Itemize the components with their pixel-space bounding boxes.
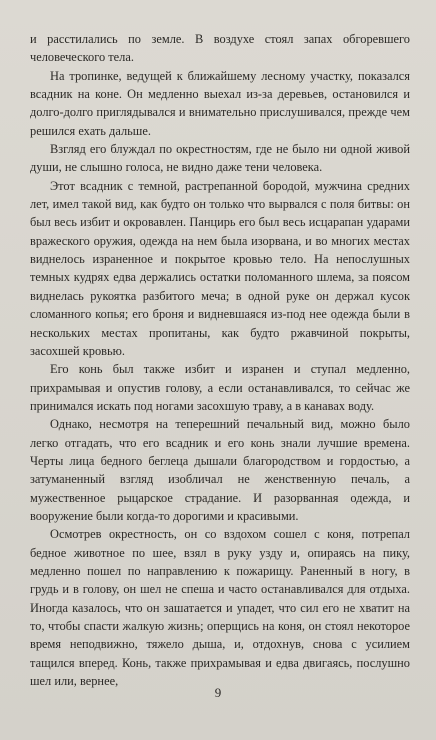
paragraph: и расстилались по земле. В воздухе стоял запах обгоревшего человеческого тела.: [30, 32, 410, 65]
page-number: 9: [214, 685, 222, 700]
paragraph: Осмотрев окрестность, он со вздохом сошел с коня, потрепал бедное животное по шее, взял в руку узду и, опираясь на пику, медленно пошел по направлению к пожарищу. Раненный в ногу, в грудь и в голову, он шел не спеша и часто останавливался для отдыха. Иногда казалось, что он зашатается и упадет, что сил его не хватит на то, чтобы спасти жалкую жизнь; оперщись на коня, он стоял некоторое время неподвижно, тяжело дыша, и, отдохнув, снова с усилием тащился вперед. Конь, также прихрамывая и едва двигаясь, послушно шел или, вернее,: [30, 527, 410, 689]
paragraph: Его конь был также избит и изранен и ступал медленно, прихрамывая и опустив голову, а если останавливался, то сейчас же принимался искать под ногами засохшую траву, а в канавах воду.: [30, 362, 410, 413]
paragraph: Однако, несмотря на теперешний печальный вид, можно было легко отгадать, что его всадник и его конь знали лучшие времена. Черты лица бедного беглеца дышали благородством и гордостью, а затуманенный взгляд изобличал не женственную печаль, а мужественное рыцарское страдание. И разорванная одежда, и вооружение были когда-то дорогими и красивыми.: [30, 417, 410, 523]
paragraph: На тропинке, ведущей к ближайшему лесному участку, показался всадник на коне. Он медленно выехал из-за деревьев, остановился и долго-долго приглядывался и внимательно прислушивался, прежде чем решился ехать дальше.: [30, 68, 410, 138]
paragraph: Взгляд его блуждал по окрестностям, где не было ни одной живой души, не слышно голоса, не видно даже тени человека.: [30, 142, 410, 175]
page-text: [30, 30, 410, 690]
paragraph: Этот всадник с темной, растрепанной бородой, мужчина средних лет, имел такой вид, как будто он только что вырвался с поля битвы: он был весь избит и окровавлен. Панцирь его был весь исцарапан ударами вражеского оружия, одежда на нем была изорвана, и во многих местах виднелось израненное и покрытое кровью тело. На непослушных темных кудрях едва держались остатки поломанного шлема, за поясом виднелась рукоятка разбитого меча; в одной руке он держал кусок сломанного копья; его броня и видневшаяся из-под нее одежда были в нескольких местах пропитаны, как будто ржавчиной покрыты, засохшей кровью.: [30, 178, 410, 358]
